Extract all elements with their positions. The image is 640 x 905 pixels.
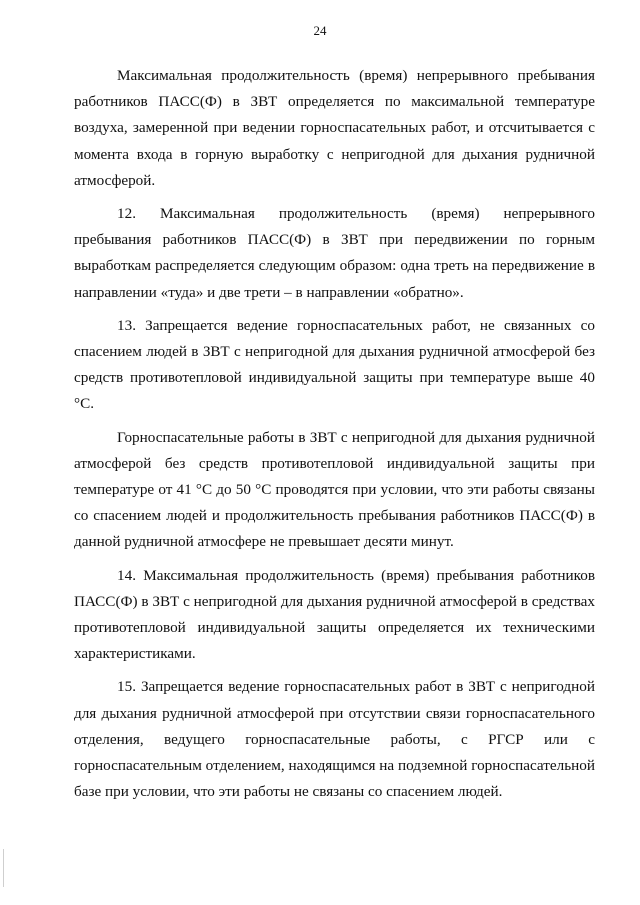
document-body — [74, 63, 595, 812]
paragraph-41-50-conditions: Горноспасательные работы в ЗВТ с непригодной для дыхания рудничной атмосферой без средств противотепловой индивидуальной защиты при температуре от 41 °С до 50 °С проводятся при условии, что эти работы связаны со спасением людей и продолжительность пребывания работников ПАСС(Ф) в данной рудничной атмосфере не превышает десяти минут. — [74, 428, 595, 551]
paragraph-14-protective-equipment: 14. Максимальная продолжительность (время) пребывания работников ПАСС(Ф) в ЗВТ с непригодной для дыхания рудничной атмосферой в средствах противотепловой индивидуальной защиты определяется их техническими характеристиками. — [74, 566, 595, 663]
paragraph-15-communication-requirement: 15. Запрещается ведение горноспасательных работ в ЗВТ с непригодной для дыхания рудничной атмосферой при отсутствии связи горноспасательного отделения, ведущего горноспасательные работы, с РГСР или с горноспасательным отделением, находящимся на подземной горноспасательной базе при условии, что эти работы не связаны со спасением людей. — [74, 678, 595, 801]
paragraph-12-movement-distribution: 12. Максимальная продолжительность (время) непрерывного пребывания работников ПАСС(Ф) в ЗВТ при передвижении по горным выработкам распределяется следующим образом: одна треть на передвижение в направлении «туда» и две трети – в направлении «обратно». — [74, 205, 595, 301]
paragraph-max-duration-temperature: Максимальная продолжительность (время) непрерывного пребывания работников ПАСС(Ф) в ЗВТ определяется по максимальной температуре воздуха, замеренной при ведении горноспасательных работ, и отсчитывается с момента входа в горную выработку с непригодной для дыхания рудничной атмосферой. — [74, 67, 595, 189]
scan-edge-mark — [3, 849, 4, 887]
paragraph-13-prohibition-above-40: 13. Запрещается ведение горноспасательных работ, не связанных со спасением людей в ЗВТ с непригодной для дыхания рудничной атмосферой без средств противотепловой индивидуальной защиты при температуре выше 40 °С. — [74, 316, 595, 413]
page-number: 24 — [313, 23, 327, 38]
